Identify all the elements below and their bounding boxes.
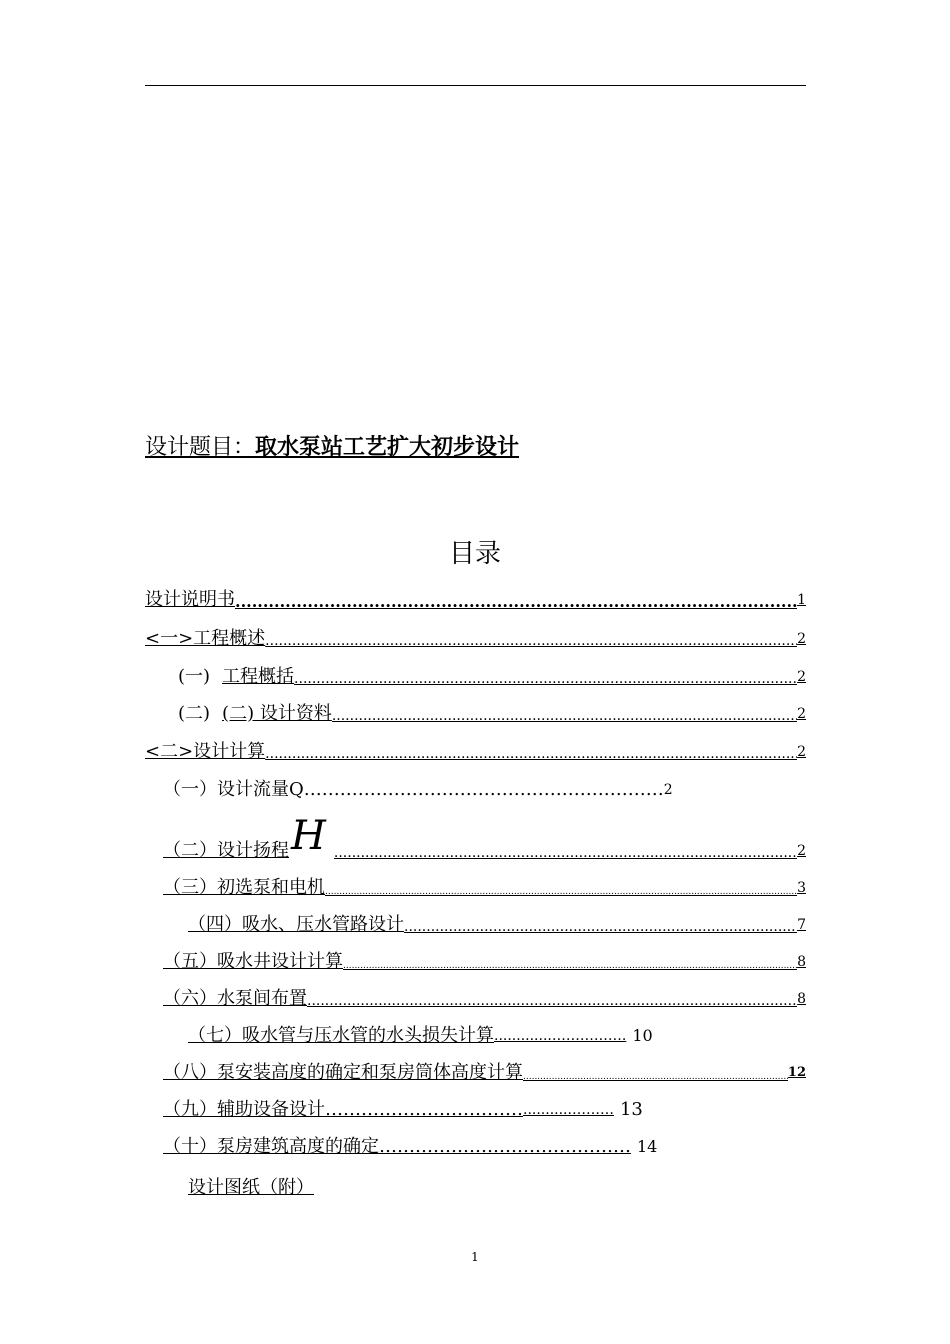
page-number: 1 <box>471 1250 479 1264</box>
toc-entry-text: 设计说明书 <box>145 589 235 610</box>
toc-row[interactable] <box>163 951 806 973</box>
toc-entry-text: （五）吸水井设计计算 <box>163 951 343 972</box>
toc-leader-dots <box>332 707 797 725</box>
toc-page-number: 3 <box>797 880 806 896</box>
toc-page-number: 2 <box>797 706 806 722</box>
toc-leader-dots: .............……………. <box>494 1028 627 1044</box>
toc-entry-text: <二>设计计算 <box>145 741 266 762</box>
toc-entry-text: （二）设计扬程 <box>163 840 289 861</box>
toc-row[interactable] <box>163 1136 783 1158</box>
toc-leader-dots <box>523 1070 788 1084</box>
toc-page-number: 12 <box>787 1065 806 1080</box>
toc-leader-dots <box>343 959 797 973</box>
toc-page-number: 2 <box>797 843 806 859</box>
toc-row[interactable] <box>163 1099 783 1121</box>
toc-page-number: 8 <box>797 954 806 970</box>
design-title-value: 取水泵站工艺扩大初步设计 <box>255 434 520 460</box>
toc-leader-dots <box>265 632 797 650</box>
head-symbol: H <box>291 813 326 859</box>
toc-page-number: 1 <box>797 592 806 608</box>
toc-page-number: 7 <box>797 917 806 933</box>
header-rule <box>145 85 806 86</box>
toc-page-number: 8 <box>797 991 806 1007</box>
toc-page-number: 2 <box>797 669 806 685</box>
toc-row[interactable] <box>188 1025 806 1047</box>
toc-leader-dots <box>294 670 797 688</box>
toc-entry-text: (二) 设计资料 <box>222 703 332 724</box>
toc-entry-text: （十）泵房建筑高度的确定…………………………………… <box>163 1136 631 1157</box>
toc-page-number: 14 <box>637 1137 658 1156</box>
toc-page-number: 10 <box>632 1026 653 1045</box>
toc-row[interactable] <box>163 813 806 862</box>
toc-row[interactable] <box>178 703 806 725</box>
toc-entry-text: （四）吸水、压水管路设计 <box>188 914 404 935</box>
toc-entry-text: （六）水泵间布置 <box>163 988 307 1009</box>
toc-leader-dots <box>235 593 797 611</box>
toc-entry-number: (二) <box>178 703 211 724</box>
toc-entry-text: （九）辅助设备设计…………………………… <box>163 1099 523 1120</box>
toc-page-number: 2 <box>797 631 806 647</box>
toc-entry-text: （三）初选泵和电机 <box>163 877 325 898</box>
toc-leader-dots <box>325 885 797 899</box>
toc-entry-number: (一) <box>178 666 211 687</box>
toc-page-number: 2 <box>797 744 806 760</box>
toc-entry-text: （七）吸水管与压水管的水头损失计算 <box>188 1025 494 1046</box>
toc-row[interactable] <box>145 628 806 650</box>
toc-page-number: 2 <box>663 782 673 798</box>
toc-row[interactable] <box>163 779 783 801</box>
toc-entry-text: 工程概括 <box>222 666 295 687</box>
toc-row[interactable] <box>145 589 806 611</box>
toc-row[interactable] <box>163 1062 806 1084</box>
toc-entry-text: <一>工程概述 <box>145 628 266 649</box>
toc-heading: 目录 <box>448 539 501 569</box>
toc-leader-dots <box>265 745 797 763</box>
design-title <box>145 430 519 461</box>
toc-row[interactable] <box>178 666 806 688</box>
toc-row[interactable] <box>145 741 806 763</box>
toc-row[interactable] <box>188 914 806 936</box>
toc-leader-dots <box>307 992 797 1010</box>
toc-entry-text: （一）设计流量Q…………………………………………………… <box>163 779 664 800</box>
toc-row[interactable] <box>163 877 806 899</box>
design-title-label: 设计题目： <box>145 435 256 460</box>
toc-entry-text: （八）泵安装高度的确定和泵房筒体高度计算 <box>163 1062 523 1083</box>
toc-entry-drawings[interactable]: 设计图纸（附） <box>188 1177 314 1198</box>
toc-leader-dots <box>404 918 797 936</box>
toc-leader-dots <box>334 844 797 862</box>
toc-row[interactable] <box>163 988 806 1010</box>
toc-leader-dots: ...........……… <box>523 1102 614 1118</box>
toc-page-number: 13 <box>619 1099 643 1120</box>
